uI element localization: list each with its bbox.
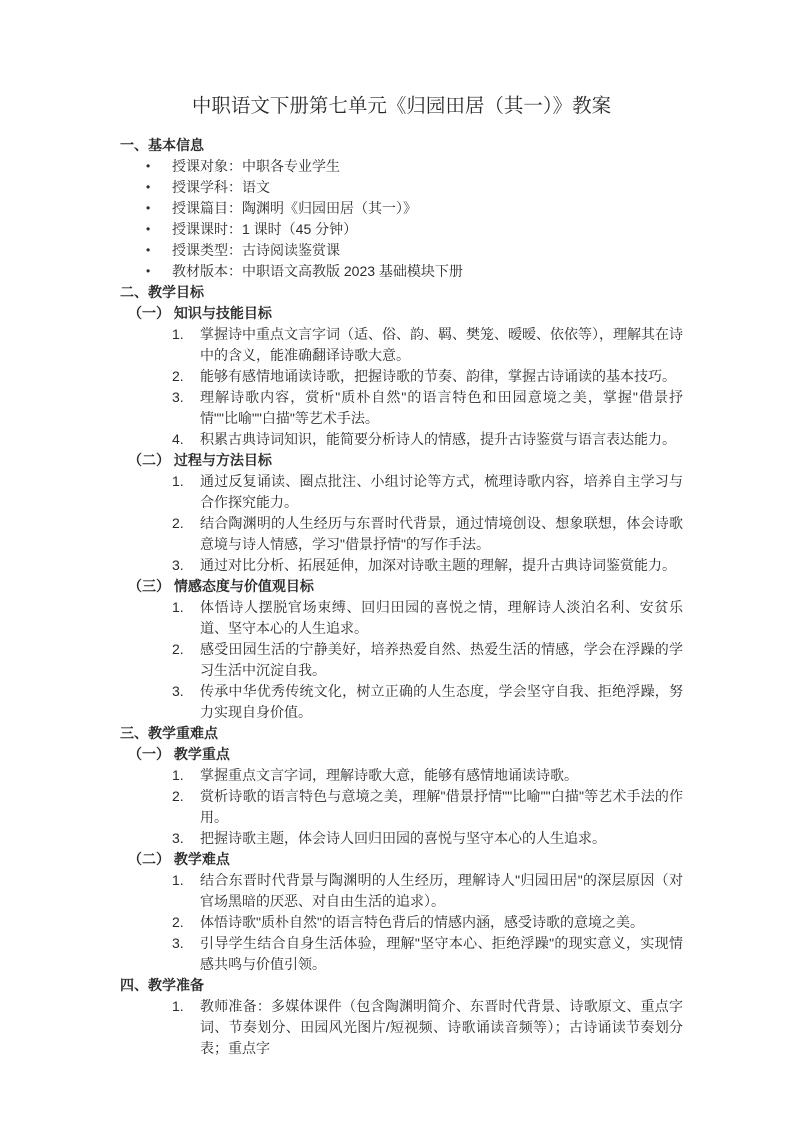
item-text: 积累古典诗词知识，能简要分析诗人的情感，提升古诗鉴赏与语言表达能力。 <box>200 431 676 447</box>
basic-info-text: 授课对象：中职各专业学生 <box>172 158 340 174</box>
bullet-icon: • <box>146 180 151 194</box>
difficulty-item <box>172 933 683 975</box>
basic-info-item <box>146 177 683 198</box>
bullet-icon: • <box>146 159 151 173</box>
basic-info-text: 授课类型：古诗阅读鉴赏课 <box>172 242 340 258</box>
item-number: 3. <box>172 683 184 699</box>
objective-item <box>172 597 683 639</box>
item-text: 结合东晋时代背景与陶渊明的人生经历，理解诗人"归园田居"的深层原因（对官场黑暗的厌恶、对自由生活的追求）。 <box>200 872 683 909</box>
key-point-item <box>172 765 683 786</box>
difficulty-item <box>172 912 683 933</box>
item-text: 感受田园生活的宁静美好，培养热爱自然、热爱生活的情感，学会在浮躁的学习生活中沉淀自我。 <box>200 641 683 678</box>
item-text: 理解诗歌内容，赏析"质朴自然"的语言特色和田园意境之美，掌握"借景抒情""比喻""白描"等艺术手法。 <box>200 389 683 426</box>
heading-key-difficult-points: 三、教学重难点 <box>120 725 218 741</box>
item-number: 3. <box>172 557 184 573</box>
objective-item <box>172 324 683 366</box>
item-number: 1. <box>172 872 184 888</box>
basic-info-text: 授课篇目：陶渊明《归园田居（其一）》 <box>172 200 417 216</box>
key-point-item <box>172 828 683 849</box>
item-text: 掌握诗中重点文言字词（适、俗、韵、羁、樊笼、暧暧、依依等），理解其在诗中的含义，能准确翻译诗歌大意。 <box>200 326 683 363</box>
item-number: 2. <box>172 368 184 384</box>
item-number: 2. <box>172 641 184 657</box>
item-number: 1. <box>172 599 184 615</box>
basic-info-item <box>146 240 683 261</box>
subheading-teaching-difficulties: （二） 教学难点 <box>128 851 230 867</box>
basic-info-text: 授课课时：1 课时（45 分钟） <box>172 221 358 237</box>
document-title: 中职语文下册第七单元《归园田居（其一）》教案 <box>191 95 612 117</box>
item-number: 3. <box>172 830 184 846</box>
item-text: 体悟诗歌"质朴自然"的语言特色背后的情感内涵，感受诗歌的意境之美。 <box>200 914 644 930</box>
item-number: 1. <box>172 767 184 783</box>
item-text: 传承中华优秀传统文化，树立正确的人生态度，学会坚守自我、拒绝浮躁，努力实现自身价值。 <box>200 683 683 720</box>
bullet-icon: • <box>146 201 151 215</box>
item-text: 教师准备：多媒体课件（包含陶渊明简介、东晋时代背景、诗歌原文、重点字词、节奏划分、田园风光图片/短视频、诗歌诵读音频等）；古诗诵读节奏划分表；重点字 <box>200 998 683 1056</box>
item-text: 引导学生结合自身生活体验，理解"坚守本心、拒绝浮躁"的现实意义，实现情感共鸣与价值引领。 <box>200 935 683 972</box>
item-number: 1. <box>172 326 184 342</box>
objective-item <box>172 387 683 429</box>
basic-info-text: 授课学科：语文 <box>172 179 270 195</box>
item-number: 4. <box>172 431 184 447</box>
basic-info-item <box>146 156 683 177</box>
key-point-item <box>172 786 683 828</box>
subheading-process-methods: （二） 过程与方法目标 <box>128 452 272 468</box>
item-number: 3. <box>172 389 184 405</box>
item-text: 结合陶渊明的人生经历与东晋时代背景，通过情境创设、想象联想，体会诗歌意境与诗人情感，学习"借景抒情"的写作手法。 <box>200 515 683 552</box>
item-number: 2. <box>172 788 184 804</box>
objective-item <box>172 513 683 555</box>
bullet-icon: • <box>146 222 151 236</box>
preparation-item <box>172 996 683 1059</box>
objective-item <box>172 471 683 513</box>
objective-item <box>172 681 683 723</box>
basic-info-item <box>146 261 683 282</box>
item-text: 体悟诗人摆脱官场束缚、回归田园的喜悦之情，理解诗人淡泊名利、安贫乐道、坚守本心的人生追求。 <box>200 599 683 636</box>
item-number: 3. <box>172 935 184 951</box>
heading-basic-info: 一、基本信息 <box>120 137 204 153</box>
item-text: 能够有感情地诵读诗歌，把握诗歌的节奏、韵律，掌握古诗诵读的基本技巧。 <box>200 368 676 384</box>
objective-item <box>172 639 683 681</box>
item-text: 赏析诗歌的语言特色与意境之美，理解"借景抒情""比喻""白描"等艺术手法的作用。 <box>200 788 683 825</box>
item-text: 通过对比分析、拓展延伸，加深对诗歌主题的理解，提升古典诗词鉴赏能力。 <box>200 557 676 573</box>
bullet-icon: • <box>146 243 151 257</box>
subheading-emotion-values: （三） 情感态度与价值观目标 <box>128 578 314 594</box>
item-number: 2. <box>172 515 184 531</box>
item-number: 2. <box>172 914 184 930</box>
item-text: 把握诗歌主题，体会诗人回归田园的喜悦与坚守本心的人生追求。 <box>200 830 606 846</box>
item-text: 掌握重点文言字词，理解诗歌大意，能够有感情地诵读诗歌。 <box>200 767 578 783</box>
basic-info-text: 教材版本：中职语文高教版 2023 基础模块下册 <box>172 263 463 279</box>
item-text: 通过反复诵读、圈点批注、小组讨论等方式，梳理诗歌内容，培养自主学习与合作探究能力。 <box>200 473 683 510</box>
basic-info-item <box>146 219 683 240</box>
objective-item <box>172 429 683 450</box>
item-number: 1. <box>172 473 184 489</box>
subheading-knowledge-skills: （一） 知识与技能目标 <box>128 305 272 321</box>
objective-item <box>172 366 683 387</box>
difficulty-item <box>172 870 683 912</box>
item-number: 1. <box>172 998 184 1014</box>
heading-teaching-objectives: 二、教学目标 <box>120 284 204 300</box>
basic-info-item <box>146 198 683 219</box>
heading-teaching-preparation: 四、教学准备 <box>120 977 204 993</box>
subheading-teaching-key-points: （一） 教学重点 <box>128 746 230 762</box>
objective-item <box>172 555 683 576</box>
bullet-icon: • <box>146 264 151 278</box>
